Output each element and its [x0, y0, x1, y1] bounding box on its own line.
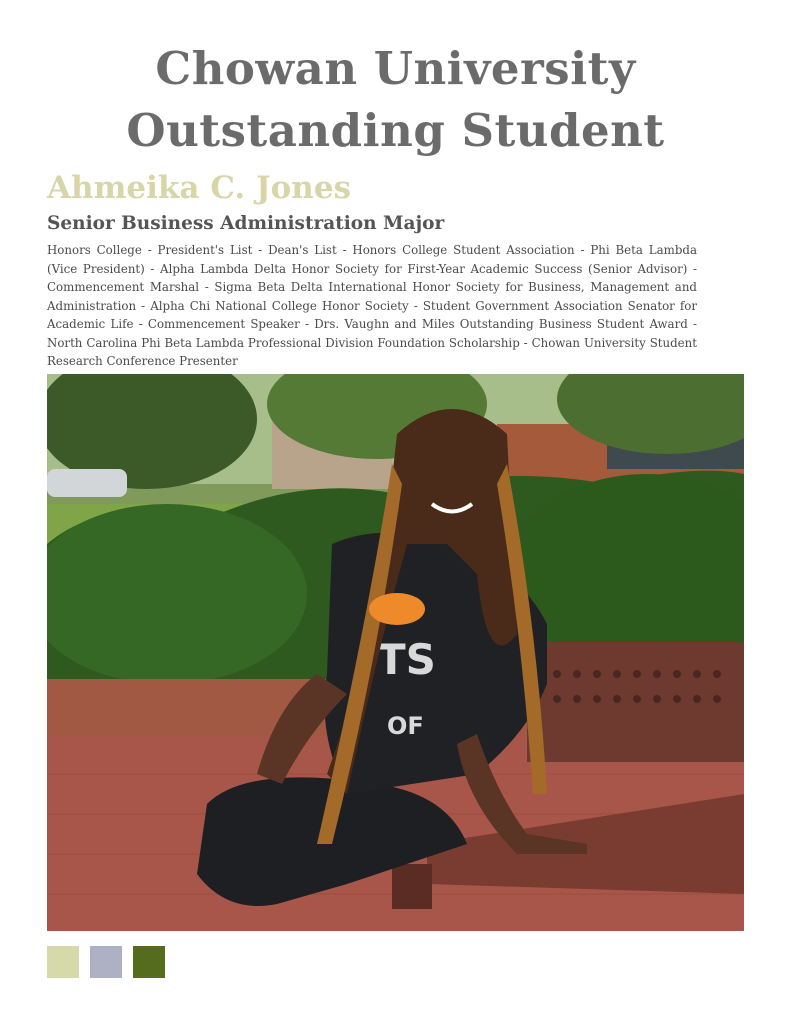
svg-text:OF: OF	[387, 712, 424, 740]
honors-list: Honors College - President's List - Dean's List - Honors College Student Association - Phi Beta Lambda (Vice President) - Alpha Lambda Delta Honor Society for First-Year Academic Success (Senior Advisor) - Commencement Marshal - Sigma Beta Delta International Honor Society for Business, Management and Administration - Alpha Chi National College Honor Society - Student Government Association Senator for Academic Life - Commencement Speaker - Drs. Vaughn and Miles Outstanding Business Student Award - North Carolina Phi Beta Lambda Professional Division Foundation Scholarship - Chowan University Student Research Conference Presenter	[47, 243, 697, 368]
student-photo	[47, 374, 744, 931]
title-line-1: Chowan University	[155, 42, 636, 95]
student-major: Senior Business Administration Major	[47, 213, 445, 234]
palette-swatch-1	[47, 946, 79, 978]
svg-text:TS: TS	[377, 635, 436, 684]
student-name: Ahmeika C. Jones	[47, 170, 352, 206]
palette-swatch-3	[133, 946, 165, 978]
title-line-2: Outstanding Student	[126, 104, 665, 157]
palette-swatch-2	[90, 946, 122, 978]
page-title	[0, 38, 791, 162]
